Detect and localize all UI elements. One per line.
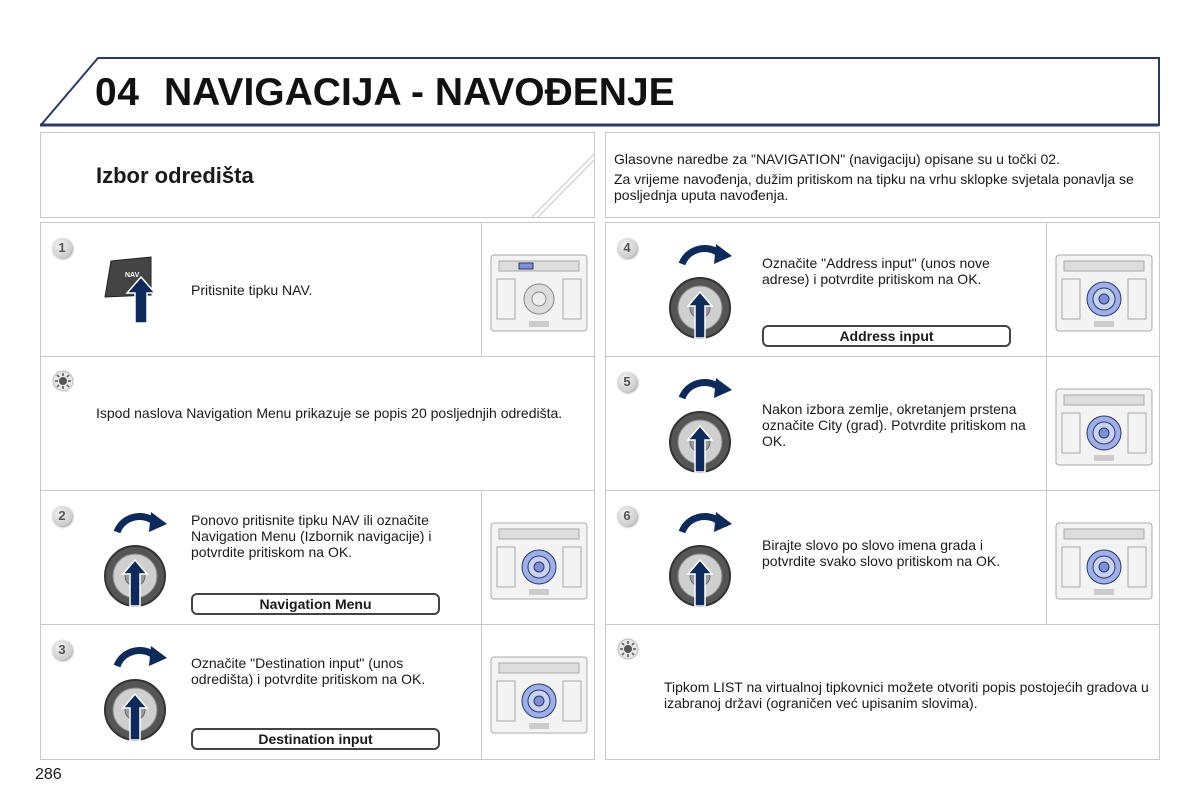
console-illustration-icon	[1054, 253, 1154, 333]
tip-text: Tipkom LIST na virtualnoj tipkovnici možete otvoriti popis postojećih gradova u izabranoj državi (ograničen već upisanim slovima).	[664, 679, 1149, 711]
tip-2-box	[605, 624, 1160, 760]
chapter-header	[40, 57, 1160, 127]
rotary-dial-icon	[103, 640, 173, 750]
step-text: Označite "Address input" (unos nove adrese) i potvrdite pritiskom na OK.	[762, 255, 990, 287]
step-2-box	[40, 490, 595, 625]
step-4-box	[605, 222, 1160, 357]
intro-box	[605, 132, 1160, 218]
intro-line-2: Za vrijeme navođenja, dužim pritiskom na tipku na vrhu sklopke svjetala ponavlja se posljednja uputa navođenja.	[614, 171, 1134, 203]
console-illustration-icon	[489, 253, 589, 333]
console-illustration-icon	[1054, 521, 1154, 601]
rotary-dial-icon	[103, 506, 173, 616]
intro-line-1: Glasovne naredbe za "NAVIGATION" (navigaciju) opisane su u točki 02.	[614, 151, 1060, 167]
console-illustration-icon	[1054, 387, 1154, 467]
step-badge: 1	[52, 238, 72, 258]
destination-input-button[interactable]: Destination input	[191, 728, 440, 750]
step-text: Označite "Destination input" (unos odredišta) i potvrdite pritiskom na OK.	[191, 655, 426, 687]
page-number: 286	[35, 766, 62, 783]
tip-text: Ispod naslova Navigation Menu prikazuje se popis 20 posljednjih odredišta.	[96, 405, 563, 421]
nav-key-label: NAV	[125, 272, 140, 279]
light-bulb-icon	[52, 370, 74, 392]
step-text: Birajte slovo po slovo imena grada i potvrdite svako slovo pritiskom na OK.	[762, 537, 1001, 569]
corner-fold-decoration	[531, 153, 596, 219]
rotary-dial-icon	[668, 506, 738, 616]
console-illustration-icon	[489, 655, 589, 735]
nav-key-icon	[103, 253, 173, 328]
step-badge: 2	[52, 506, 72, 526]
step-text: Pritisnite tipku NAV.	[191, 282, 313, 298]
step-badge: 4	[617, 238, 637, 258]
step-3-box	[40, 624, 595, 760]
step-1-box	[40, 222, 595, 357]
page-title: NAVIGACIJA - NAVOĐENJE	[164, 71, 675, 114]
console-illustration-icon	[489, 521, 589, 601]
navigation-menu-button[interactable]: Navigation Menu	[191, 593, 440, 615]
address-input-button[interactable]: Address input	[762, 325, 1011, 347]
tip-1-box	[40, 356, 595, 491]
section-subtitle: Izbor odredišta	[96, 163, 254, 188]
light-bulb-icon	[617, 638, 639, 660]
step-badge: 3	[52, 640, 72, 660]
step-text: Nakon izbora zemlje, okretanjem prstena označite City (grad). Potvrdite pritiskom na OK.	[762, 401, 1026, 449]
rotary-dial-icon	[668, 372, 738, 482]
rotary-dial-icon	[668, 238, 738, 348]
step-6-box	[605, 490, 1160, 625]
section-title-box	[40, 132, 595, 218]
step-text: Ponovo pritisnite tipku NAV ili označite Navigation Menu (Izbornik navigacije) i potvrdite pritiskom na OK.	[191, 512, 432, 560]
step-5-box	[605, 356, 1160, 491]
chapter-number: 04	[95, 71, 140, 114]
step-badge: 6	[617, 506, 637, 526]
step-badge: 5	[617, 372, 637, 392]
